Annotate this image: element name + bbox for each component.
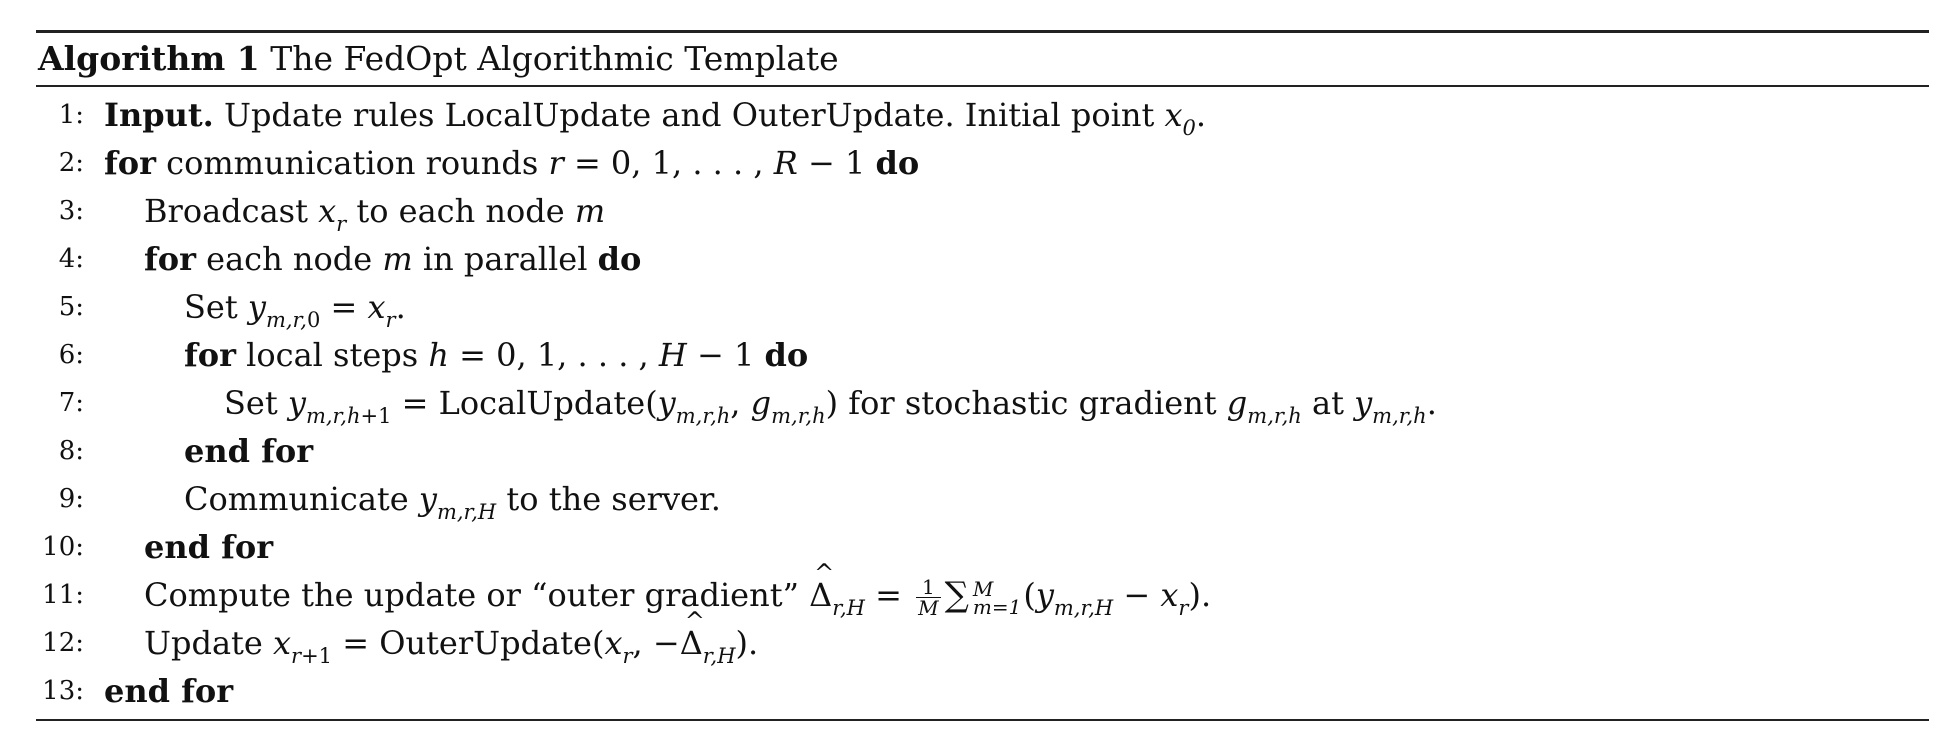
- line-number: 2:: [58, 148, 84, 178]
- line-content: [184, 475, 721, 523]
- line-text: for stochastic gradient: [848, 384, 1217, 422]
- algorithm-line: [36, 187, 1929, 235]
- line-content: [184, 283, 406, 331]
- line-number: 5:: [58, 292, 84, 322]
- algorithm-line: [36, 571, 1929, 619]
- math-expression: $y_{m,r,0} = x_r$.: [247, 288, 406, 332]
- algorithm-title: The FedOpt Algorithmic Template: [270, 39, 839, 78]
- line-number: 12:: [42, 628, 84, 658]
- keyword: for: [104, 144, 156, 182]
- line-text: in parallel: [422, 240, 588, 278]
- line-number: 10:: [42, 532, 84, 562]
- line-text: Compute the update or “outer gradient”: [144, 576, 799, 614]
- math-expression: m: [382, 240, 413, 278]
- keyword: for: [144, 240, 196, 278]
- line-number: 4:: [58, 244, 84, 274]
- line-content: [184, 427, 313, 475]
- keyword: end for: [184, 432, 314, 470]
- math-expression: h = 0, 1, . . . , H − 1: [428, 336, 755, 374]
- line-text: to each node: [356, 192, 565, 230]
- line-number: 11:: [42, 580, 84, 610]
- algorithm-line: [36, 283, 1929, 331]
- algorithm-line: [36, 139, 1929, 187]
- line-number: 7:: [58, 388, 84, 418]
- line-content: [104, 139, 919, 187]
- line-content: [144, 619, 758, 667]
- line-number: 1:: [58, 100, 84, 130]
- math-expression: $y_{m,r,h}$.: [1354, 384, 1437, 428]
- math-expression: $y_{m,r,h+1}$ = $LocalUpdate(y_{m,r,h}$, $g_{m,r,h}$): [287, 384, 839, 428]
- line-content: [144, 187, 605, 235]
- line-text: Update rules LocalUpdate and OuterUpdate. Initial point: [223, 96, 1155, 134]
- line-content: [184, 331, 808, 379]
- line-content: [144, 571, 1211, 619]
- line-content: [104, 667, 233, 715]
- algorithm-caption: [36, 33, 1929, 85]
- line-text: Set: [224, 384, 278, 422]
- algorithm-line: [36, 475, 1929, 523]
- math-expression: $g_{m,r,h}$: [1226, 384, 1302, 428]
- keyword: for: [184, 336, 236, 374]
- bottom-rule: [36, 719, 1929, 721]
- line-content: [224, 379, 1437, 427]
- line-text: at: [1311, 384, 1344, 422]
- line-text: Set: [184, 288, 238, 326]
- line-text: Update: [144, 624, 263, 662]
- algorithm-line: [36, 331, 1929, 379]
- keyword: end for: [104, 672, 234, 710]
- algorithm-lines: [36, 87, 1929, 715]
- algorithm-label: Algorithm 1: [38, 39, 260, 78]
- line-text: Communicate: [184, 480, 409, 518]
- math-expression: $x_{r+1}$ = $OuterUpdate(x_r$, −Δ $\^{}_{r,H}$).: [273, 624, 758, 662]
- line-text: each node: [206, 240, 373, 278]
- line-number: 8:: [58, 436, 84, 466]
- keyword: do: [875, 144, 920, 182]
- algorithm-line: [36, 235, 1929, 283]
- algorithm-line: [36, 427, 1929, 475]
- algorithm-line: [36, 523, 1929, 571]
- math-expression: $x_0$: [1164, 96, 1196, 140]
- algorithm-line: [36, 379, 1929, 427]
- line-content: [144, 235, 641, 283]
- math-expression: $x_r$: [318, 192, 347, 236]
- algorithm-line: [36, 667, 1929, 715]
- line-text: Broadcast: [144, 192, 308, 230]
- keyword: end for: [144, 528, 274, 566]
- algorithm-block: [36, 30, 1929, 721]
- math-expression: r = 0, 1, . . . , R − 1: [548, 144, 866, 182]
- line-number: 3:: [58, 196, 84, 226]
- math-expression: m: [574, 192, 606, 230]
- line-number: 13:: [42, 676, 84, 706]
- line-content: [144, 523, 273, 571]
- line-text: communication rounds: [166, 144, 539, 182]
- algorithm-line: [36, 619, 1929, 667]
- line-content: Input. Update rules LocalUpdate and OuterUpdate. Initial point $x_0$.: [104, 96, 1207, 140]
- math-expression: Δ $\^{}_{r,H}$ = $\frac{1}{M}$ ∑ M m=1 $(y_{m,r,H} - x_r)$.: [809, 576, 1211, 614]
- keyword: do: [597, 240, 642, 278]
- line-text: to the server.: [506, 480, 721, 518]
- keyword: Input.: [104, 96, 214, 134]
- keyword: do: [764, 336, 809, 374]
- algorithm-line: [36, 91, 1929, 139]
- line-number: 9:: [58, 484, 84, 514]
- line-text: local steps: [246, 336, 419, 374]
- math-expression: $y_{m,r,H}$: [418, 480, 497, 524]
- line-number: 6:: [58, 340, 84, 370]
